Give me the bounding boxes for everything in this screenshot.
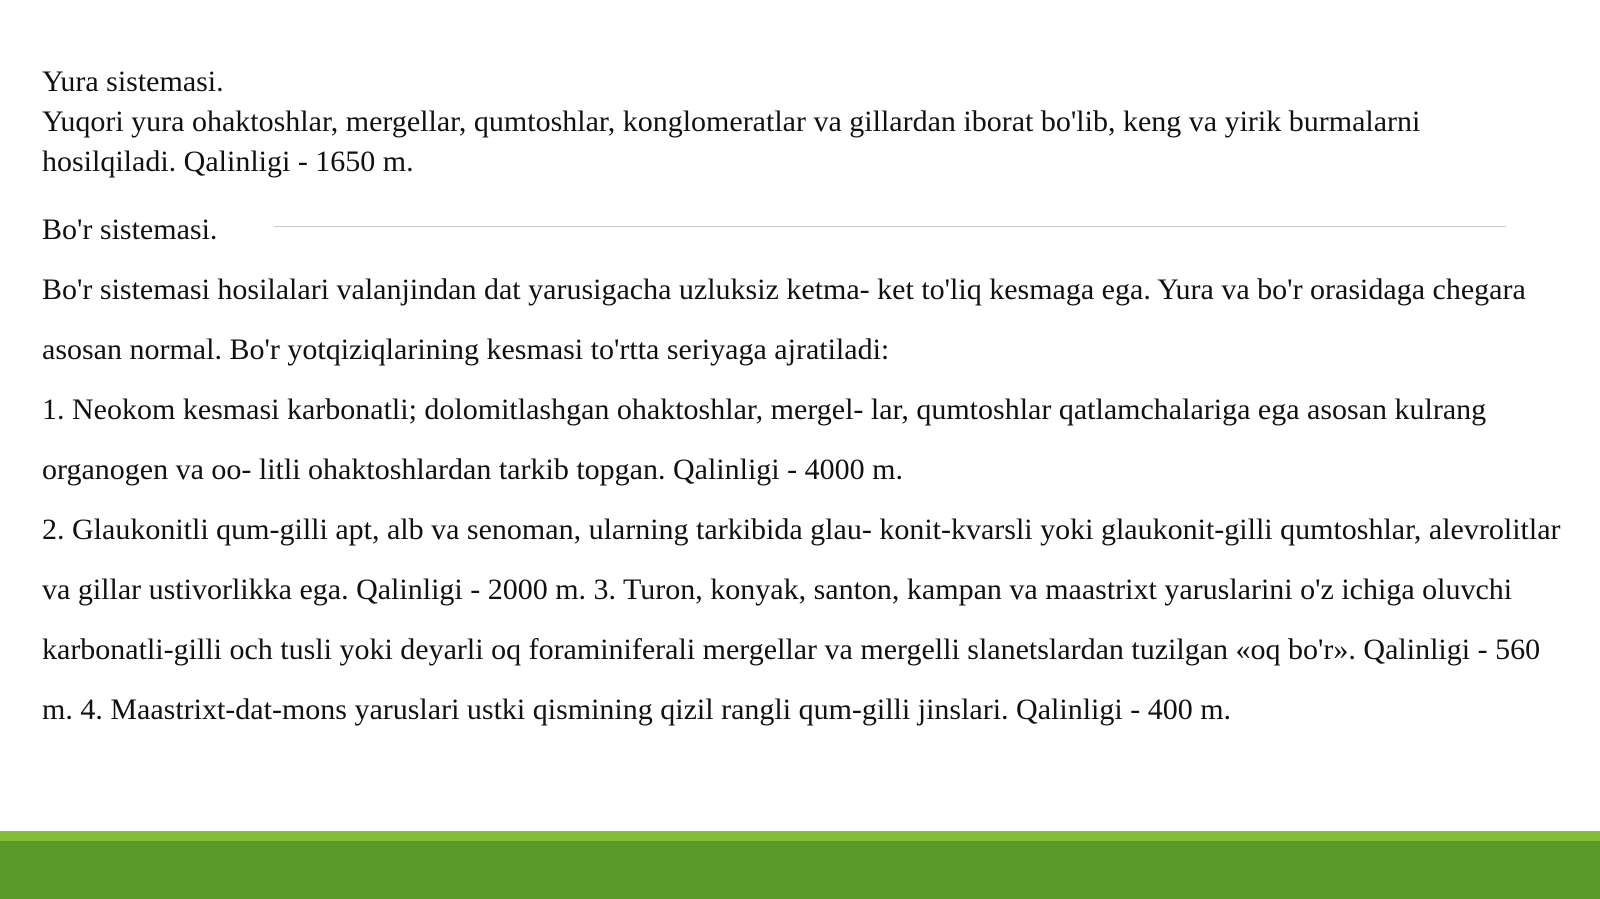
yura-paragraph: Yuqori yura ohaktoshlar, mergellar, qumtoshlar, konglomeratlar va gillardan iborat bo'lib, keng va yirik burmalarni hosilqiladi. Qalinligi - 1650 m. — [42, 105, 1421, 178]
bor-items-2-3-4: 2. Glaukonitli qum-gilli apt, alb va senoman, ularning tarkibida glau- konit-kvarsli yoki glaukonit-gilli qumtoshlar, alevrolitlar va gillar ustivorlikka ega. Qalinligi - 2000 m. 3. Turon, konyak, santon, kampan va maastrixt yaruslarini o'z ichiga oluvchi karbonatli-gilli och tusli yoki deyarli oq foraminiferali mergellar va mergelli slanetslardan tuzilgan «oq bo'r». Qalinligi - 560 m. 4. Maastrixt-dat-mons yaruslari ustki qismining qizil rangli qum-gilli jinslari. Qalinligi - 400 m. — [42, 513, 1561, 726]
bor-section — [42, 200, 1562, 740]
bor-item-1: 1. Neokom kesmasi karbonatli; dolomitlashgan ohaktoshlar, mergel- lar, qumtoshlar qatlamchalariga ega asosan kulrang organogen va oo- litli ohaktoshlardan tarkib topgan. Qalinligi - 4000 m. — [42, 393, 1487, 486]
yura-heading: Yura sistemasi. — [42, 65, 224, 98]
footer-bar — [0, 831, 1600, 899]
bor-heading: Bo'r sistemasi. — [42, 213, 218, 246]
footer-accent-stripe — [0, 831, 1600, 841]
bor-paragraph: Bo'r sistemasi hosilalari valanjindan dat yarusigacha uzluksiz ketma- ket to'liq kesmaga ega. Yura va bo'r orasidaga chegara asosan normal. Bo'r yotqiziqlarining kesmasi to'rtta seriyaga ajratiladi: — [42, 273, 1526, 366]
yura-section — [42, 62, 1562, 182]
slide-content — [42, 62, 1562, 726]
